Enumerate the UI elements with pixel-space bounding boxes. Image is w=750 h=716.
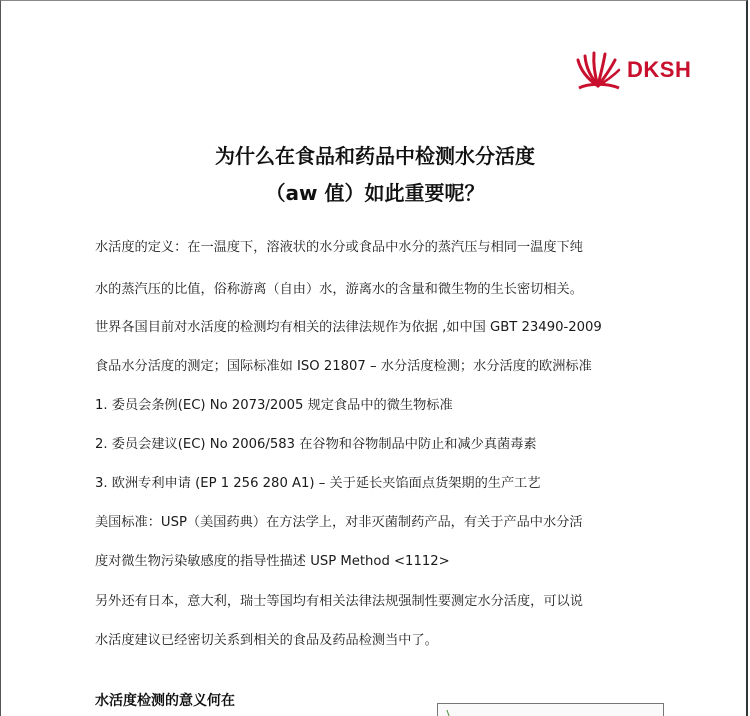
document-title-line-2: （aw 值）如此重要呢？ bbox=[265, 181, 485, 205]
section-heading: 水活度检测的意义何在 bbox=[95, 693, 235, 709]
document-title-line-1: 为什么在食品和药品中检测水分活度 bbox=[215, 144, 535, 168]
list-item: 3. 欧洲专利申请 (EP 1 256 280 A1) – 关于延长夹馅面点货架期的生产工艺 bbox=[95, 476, 541, 491]
body-text-line: 美国标准：USP（美国药典）在方法学上，对非灭菌制药产品，有关于产品中水分活 bbox=[95, 515, 583, 530]
body-text-line: 水活度的定义：在一温度下，溶液状的水分或食品中水分的蒸汽压与相同一温度下纯 bbox=[95, 240, 583, 255]
figure-frame bbox=[437, 703, 664, 716]
body-text-line: 水的蒸汽压的比值，俗称游离（自由）水，游离水的含量和微生物的生长密切相关。 bbox=[95, 282, 583, 297]
list-item: 2. 委员会建议(EC) No 2006/583 在谷物和谷物制品中防止和减少真菌毒素 bbox=[95, 437, 537, 452]
body-text-line: 世界各国目前对水活度的检测均有相关的法律法规作为依据 ,如中国 GBT 23490-2009 bbox=[95, 320, 602, 335]
body-text-line: 另外还有日本，意大利，瑞士等国均有相关法律法规强制性要测定水分活度，可以说 bbox=[95, 594, 583, 609]
body-text-line: 食品水分活度的测定；国际标准如 ISO 21807 – 水分活度检测；水分活度的欧洲标准 bbox=[95, 359, 592, 374]
body-text-line: 水活度建议已经密切关系到相关的食品及药品检测当中了。 bbox=[95, 633, 438, 648]
body-text-line: 度对微生物污染敏感度的指导性描述 USP Method <1112> bbox=[95, 554, 450, 569]
dksh-logo bbox=[575, 50, 691, 90]
list-item: 1. 委员会条例(EC) No 2073/2005 规定食品中的微生物标准 bbox=[95, 398, 453, 413]
figure-corner-icon bbox=[446, 706, 460, 716]
brand-name: DKSH bbox=[627, 57, 692, 82]
dksh-logo-icon bbox=[575, 50, 621, 90]
